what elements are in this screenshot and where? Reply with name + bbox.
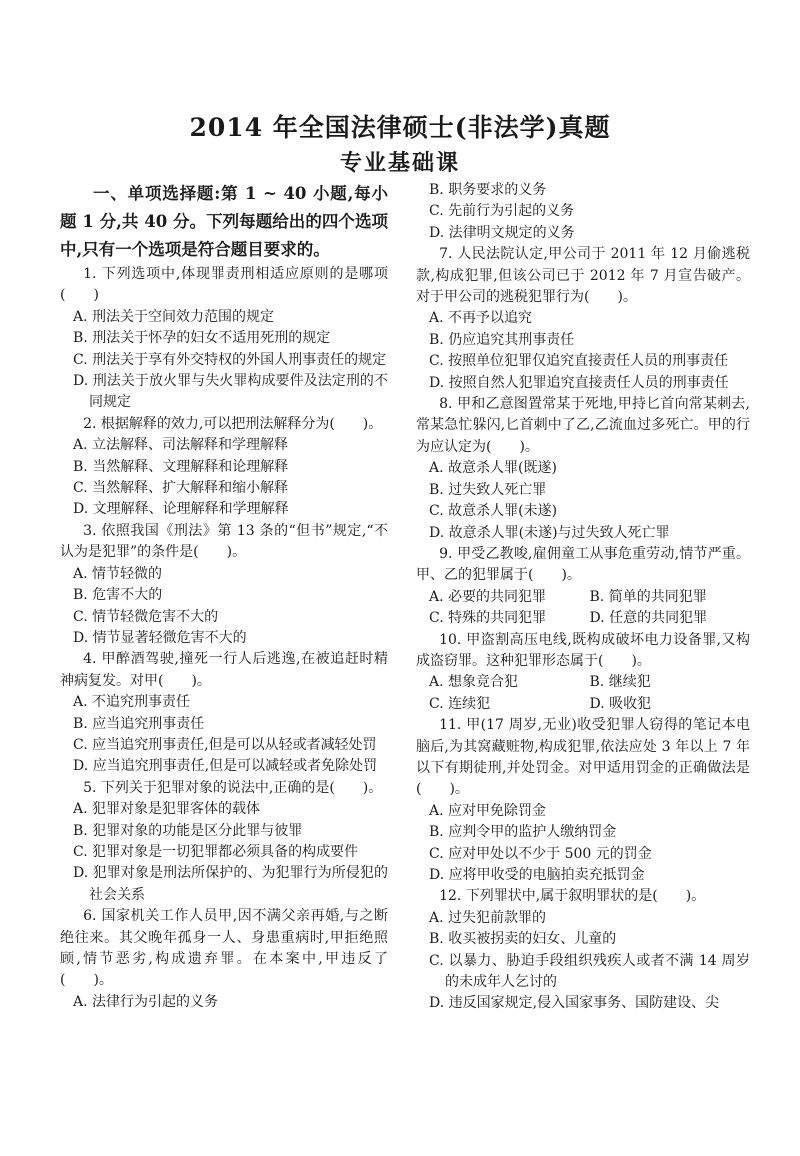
question-6-stem: 6. 国家机关工作人员甲,因不满父亲再婚,与之断绝往来。其父晚年孤身一人、身患重病时,甲拒绝照顾,情节恶劣,构成遗弃罪。在本案中,甲违反了( )。	[60, 908, 388, 989]
question-6-option-a: A. 法律行为引起的义务	[73, 993, 219, 1010]
question-8-option-a: A. 故意杀人罪(既遂)	[429, 460, 557, 477]
question-10-option-a: A. 想象竞合犯	[429, 674, 519, 691]
question-4-stem: 4. 甲醉酒驾驶,撞死一行人后逃逸,在被追赶时精神病复发。对甲( )。	[60, 651, 388, 689]
question-11-option-d: D. 应将甲收受的电脑拍卖充抵罚金	[429, 867, 645, 883]
question-3-option-b: B. 危害不大的	[73, 587, 163, 604]
question-11-option-b: B. 应判令甲的监护人缴纳罚金	[429, 824, 617, 841]
question-12-option-b: B. 收买被拐卖的妇女、儿童的	[429, 931, 617, 948]
question-5-option-b: B. 犯罪对象的功能是区分此罪与彼罪	[73, 822, 303, 839]
question-8-option-c: C. 故意杀人罪(未遂)	[429, 503, 558, 520]
question-5-option-c: C. 犯罪对象是一切犯罪都必须具备的构成要件	[73, 843, 359, 860]
question-8-option-d: D. 故意杀人罪(未遂)与过失致人死亡罪	[429, 524, 670, 541]
left-column	[60, 180, 388, 1013]
question-9-stem: 9. 甲受乙教唆,雇佣童工从事危重劳动,情节严重。甲、乙的犯罪属于( )。	[416, 545, 750, 584]
question-8-option-b: B. 过失致人死亡罪	[429, 481, 547, 498]
question-5-stem: 5. 下列关于犯罪对象的说法中,正确的是( )。	[83, 779, 383, 796]
question-4-option-b: B. 应当追究刑事责任	[73, 715, 205, 732]
question-12-option-c: C. 以暴力、胁迫手段组织残疾人或者不满 14 周岁的未成年人乞讨的	[429, 952, 750, 991]
question-9-option-d: D. 任意的共同犯罪	[589, 610, 708, 627]
question-3-option-c: C. 情节轻微危害不大的	[73, 608, 219, 625]
question-11-option-a: A. 应对甲免除罚金	[429, 802, 547, 819]
question-5-option-d: D. 犯罪对象是刑法所保护的、为犯罪行为所侵犯的社会关系	[73, 865, 388, 903]
question-3-stem: 3. 依照我国《刑法》第 13 条的“但书”规定,“不认为是犯罪”的条件是( )。	[60, 522, 388, 561]
question-12-stem: 12. 下列罪状中,属于叙明罪状的是( )。	[439, 888, 706, 905]
question-10-option-b: B. 继续犯	[589, 674, 651, 691]
question-9-option-c: C. 特殊的共同犯罪	[429, 610, 547, 627]
question-7-option-d: D. 按照自然人犯罪追究直接责任人员的刑事责任	[429, 374, 729, 391]
page-subtitle: 专业基础课	[339, 150, 460, 176]
right-column	[416, 180, 750, 1015]
question-2-option-b: B. 当然解释、文理解释和论理解释	[73, 458, 289, 475]
question-10-option-c: C. 连续犯	[429, 695, 491, 712]
section-heading: 一、单项选择题:第 1 ~ 40 小题,每小题 1 分,共 40 分。下列每题给出的四个选项中,只有一个选项是符合题目要求的。	[60, 184, 388, 259]
question-2-stem: 2. 根据解释的效力,可以把刑法解释分为( )。	[83, 415, 383, 432]
question-3-option-a: A. 情节轻微的	[73, 565, 163, 582]
question-4-option-a: A. 不追究刑事责任	[73, 694, 191, 711]
question-7-stem: 7. 人民法院认定,甲公司于 2011 年 12 月偷逃税款,构成犯罪,但该公司已于 2012 年 7 月宣告破产。对于甲公司的逃税犯罪行为( )。	[416, 246, 750, 306]
question-6-option-d: D. 法律明文规定的义务	[429, 224, 575, 241]
question-3-option-d: D. 情节显著轻微危害不大的	[73, 629, 247, 646]
question-6-option-c: C. 先前行为引起的义务	[429, 203, 575, 220]
question-12-option-a: A. 过失犯前款罪的	[429, 909, 547, 926]
question-1-option-c: C. 刑法关于享有外交特权的外国人刑事责任的规定	[73, 351, 387, 368]
question-6-option-b: B. 职务要求的义务	[429, 182, 547, 198]
question-4-option-c: C. 应当追究刑事责任,但是可以从轻或者减轻处罚	[73, 736, 377, 753]
question-2-option-a: A. 立法解释、司法解释和学理解释	[73, 437, 289, 454]
question-10-option-d: D. 吸收犯	[589, 695, 652, 712]
question-1-option-b: B. 刑法关于怀孕的妇女不适用死刑的规定	[73, 330, 331, 347]
question-10-options-row-1	[416, 672, 750, 693]
question-5-option-a: A. 犯罪对象是犯罪客体的载体	[73, 801, 261, 818]
question-2-option-c: C. 当然解释、扩大解释和缩小解释	[73, 480, 289, 497]
question-7-option-a: A. 不再予以追究	[429, 310, 533, 327]
question-9-option-a: A. 必要的共同犯罪	[429, 588, 547, 605]
question-7-option-b: B. 仍应追究其刑事责任	[429, 331, 575, 348]
question-11-option-c: C. 应对甲处以不少于 500 元的罚金	[429, 845, 652, 862]
question-1-option-a: A. 刑法关于空间效力范围的规定	[73, 308, 275, 325]
page-title: 2014 年全国法律硕士(非法学)真题	[189, 113, 611, 142]
question-12-option-d: D. 违反国家规定,侵入国家事务、国防建设、尖	[429, 995, 720, 1012]
question-2-option-d: D. 文理解释、论理解释和学理解释	[73, 501, 289, 518]
question-8-stem: 8. 甲和乙意图置常某于死地,甲持匕首向常某刺去,常某急忙躲闪,匕首刺中了乙,乙流血过多死亡。甲的行为应认定为( )。	[416, 396, 750, 455]
question-9-options-row-1	[416, 587, 750, 608]
question-9-option-b: B. 简单的共同犯罪	[589, 588, 707, 605]
question-4-option-d: D. 应当追究刑事责任,但是可以减轻或者免除处罚	[73, 758, 378, 775]
question-10-options-row-2	[416, 694, 750, 715]
question-7-option-c: C. 按照单位犯罪仅追究直接责任人员的刑事责任	[429, 353, 729, 370]
question-10-stem: 10. 甲盗割高压电线,既构成破坏电力设备罪,又构成盗窃罪。这种犯罪形态属于( )。	[416, 631, 750, 669]
question-9-options-row-2	[416, 608, 750, 629]
question-1-stem: 1. 下列选项中,体现罪责刑相适应原则的是哪项( )	[60, 266, 388, 304]
question-1-option-d: D. 刑法关于放火罪与失火罪构成要件及法定刑的不同规定	[73, 373, 388, 411]
question-11-stem: 11. 甲(17 周岁,无业)收受犯罪人窃得的笔记本电脑后,为其窝藏赃物,构成犯罪,依法应处 3 年以上 7 年以下有期徒刑,并处罚金。对甲适用罚金的正确做法是( )。	[416, 717, 750, 798]
